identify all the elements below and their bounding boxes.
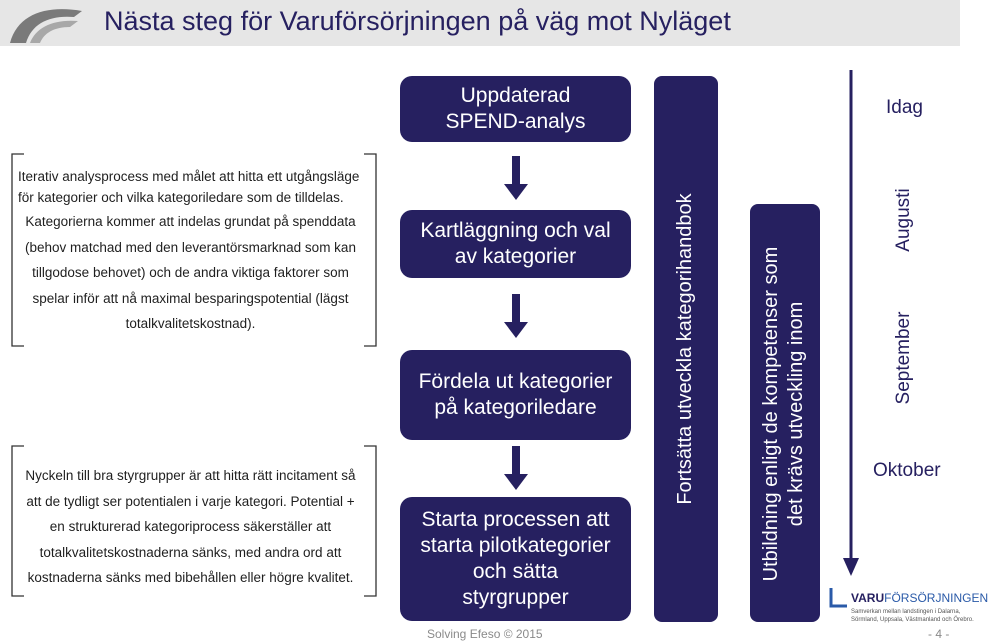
text-line: för kategorier och vilka kategoriledare som de tilldelas. bbox=[18, 189, 344, 205]
box-kartlaggning bbox=[400, 210, 631, 278]
logo-tagline-line: Samverkan mellan landstingen i Dalarna, bbox=[851, 609, 961, 615]
corner-logo-icon bbox=[8, 3, 86, 47]
logo-tagline-line: Sörmland, Uppsala, Västmanland och Örebro. bbox=[851, 617, 974, 623]
box-line: på kategoriledare bbox=[434, 396, 597, 419]
box-line: starta pilotkategorier bbox=[420, 534, 611, 557]
box-line: av kategorier bbox=[454, 245, 577, 268]
text-line: Nyckeln till bra styrgrupper är att hitta rätt incitament så bbox=[25, 468, 356, 483]
footer-page-number: - 4 - bbox=[928, 627, 950, 641]
analysis-description bbox=[18, 164, 363, 337]
text-line: tillgodose behovet) och de andra viktiga faktorer som bbox=[32, 265, 349, 280]
text-line: Kategorierna kommer att indelas grundat på spenddata bbox=[25, 214, 356, 229]
steering-group-description bbox=[18, 463, 363, 591]
page-title: Nästa steg för Varuförsörjningen på väg mot Nyläget bbox=[104, 6, 731, 36]
box-line: Uppdaterad bbox=[460, 84, 571, 107]
text-line: kostnaderna sänks med bibehållen eller högre kvalitet. bbox=[27, 570, 354, 585]
box-line: styrgrupper bbox=[462, 586, 569, 609]
box-line: Fördela ut kategorier bbox=[418, 370, 613, 393]
timeline-label-idag: Idag bbox=[886, 97, 923, 118]
box-line: och sätta bbox=[472, 560, 559, 583]
text-line: en strukturerad kategoriprocess säkerställer att bbox=[49, 519, 332, 534]
bar-kategorihandbok-label: Fortsätta utveckla kategorihandbok bbox=[674, 193, 696, 505]
logo-part2: FÖRSÖRJNINGEN bbox=[884, 591, 988, 605]
text-line: spelar inför att nå maximal besparingspotential (lägst bbox=[32, 290, 349, 306]
text-line: (behov matchad med den leverantörsmarknad som kan bbox=[25, 239, 356, 255]
logo-part1: VARU bbox=[851, 591, 885, 605]
varuforsorjningen-logo bbox=[851, 591, 988, 605]
box-fordela bbox=[400, 350, 631, 440]
timeline-label-september: September bbox=[893, 311, 914, 405]
bar-utbildning-line: Utbildning enligt de kompetenser som bbox=[760, 246, 782, 582]
text-line: totalkvalitetskostnaderna sänks, med andra ord att bbox=[39, 544, 342, 560]
text-line: Iterativ analysprocess med målet att hitta ett utgångsläge bbox=[18, 169, 360, 184]
varuforsorjningen-logo-icon bbox=[829, 586, 849, 610]
footer-copyright: Solving Efeso © 2015 bbox=[427, 627, 543, 641]
text-line: totalkvalitetskostnad). bbox=[125, 316, 256, 331]
text-line: att de tydligt ser potentialen i varje kategori. Potential + bbox=[26, 493, 355, 509]
box-line: Kartläggning och val bbox=[420, 219, 611, 242]
box-line: Starta processen att bbox=[421, 508, 610, 531]
bar-utbildning-line: det krävs utveckling inom bbox=[785, 301, 807, 527]
timeline-label-augusti: Augusti bbox=[893, 188, 914, 252]
arrow-down-icon bbox=[503, 156, 529, 202]
box-line: SPEND-analys bbox=[445, 110, 586, 133]
timeline-label-oktober: Oktober bbox=[873, 460, 941, 481]
arrow-down-icon bbox=[503, 446, 529, 492]
bar-utbildning-label bbox=[759, 209, 811, 619]
box-spend-analysis bbox=[400, 76, 631, 142]
arrow-down-icon bbox=[503, 294, 529, 340]
logo-tagline bbox=[851, 608, 974, 624]
timeline-arrow-icon bbox=[840, 70, 862, 580]
box-starta bbox=[400, 497, 631, 621]
